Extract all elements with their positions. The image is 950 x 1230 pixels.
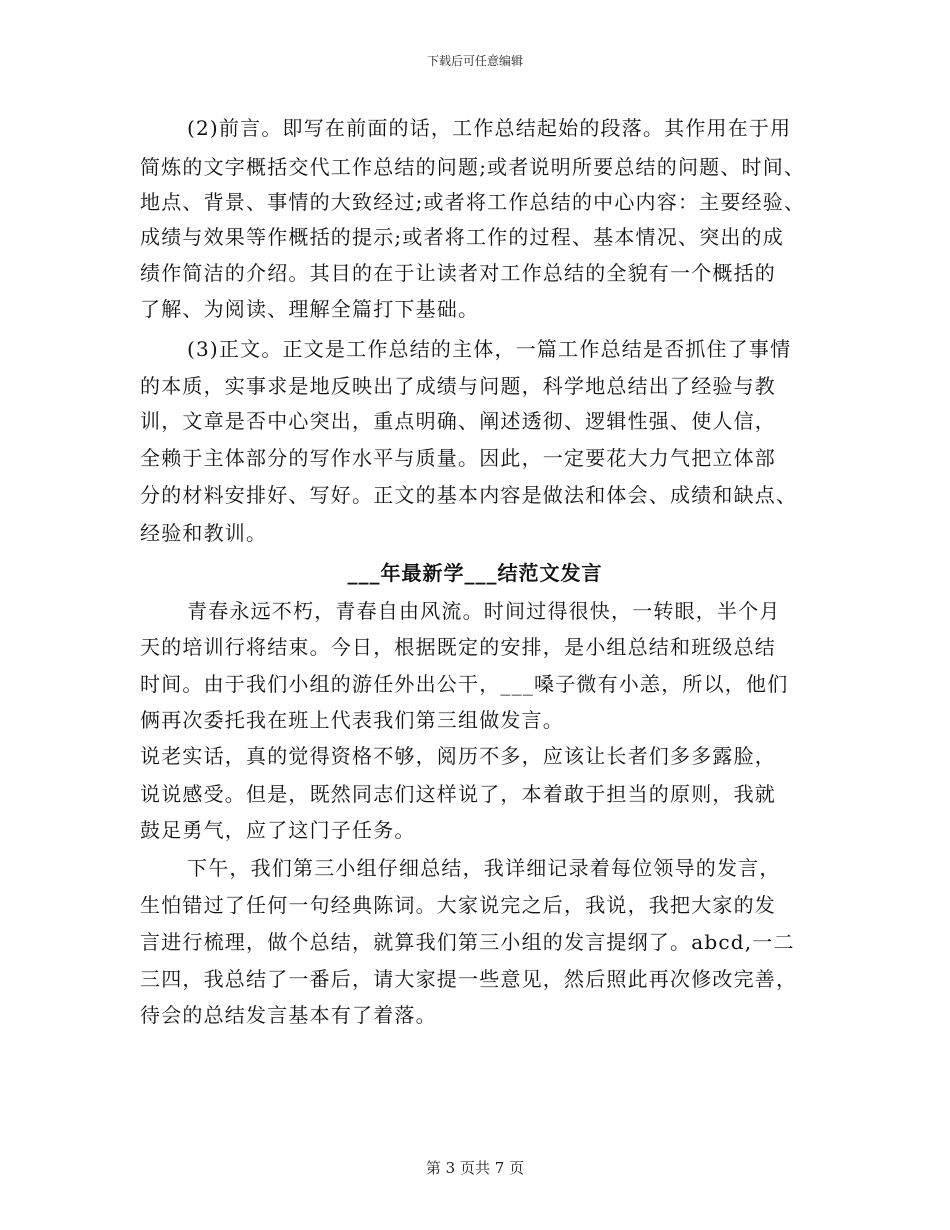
text-line: 青春永远不朽，青春自由风流。时间过得很快，一转眼，半个月 (187, 599, 781, 623)
text-line: 的本质，实事求是地反映出了成绩与问题，科学地总结出了经验与教 (140, 374, 776, 398)
text-line: 地点、背景、事情的大致经过;或者将工作总结的中心内容：主要经验、 (140, 190, 806, 214)
text-line: 说老实话，真的觉得资格不够，阅历不多，应该让长者们多多露脸， (140, 744, 776, 768)
text-line: 分的材料安排好、写好。正文的基本内容是做法和体会、成绩和缺点、 (140, 483, 798, 507)
text-line: 全赖于主体部分的写作水平与质量。因此，一定要花大力气把立体部 (140, 446, 776, 470)
page-header: 下载后可任意编辑 (426, 54, 523, 68)
text-line: 经验和教训。 (140, 521, 268, 545)
text-line: 鼓足勇气，应了这门子任务。 (140, 818, 416, 842)
text-line: 下午，我们第三小组仔细总结，我详细记录着每位领导的发言， (187, 856, 781, 880)
text-line: (3)正文。正文是工作总结的主体，一篇工作总结是否抓住了事情 (187, 337, 792, 361)
text-line: 成绩与效果等作概括的提示;或者将工作的过程、基本情况、突出的成 (140, 225, 784, 249)
text-line: 了解、为阅读、理解全篇打下基础。 (140, 297, 480, 321)
text-line: 待会的总结发言基本有了着落。 (140, 1003, 437, 1027)
text-line: 说说感受。但是，既然同志们这样说了，本着敢于担当的原则，我就 (140, 782, 776, 806)
text-line: 三四，我总结了一番后，请大家提一些意见，然后照此再次修改完善， (140, 967, 798, 991)
text-line: 训，文章是否中心突出，重点明确、阐述透彻、逻辑性强、使人信， (140, 409, 776, 433)
text-line: 言进行梳理，做个总结，就算我们第三小组的发言提纲了。abcd,一二 (140, 930, 795, 954)
text-line: 时间。由于我们小组的游任外出公干，___嗓子微有小恙，所以，他们 (140, 672, 789, 696)
text-line: (2)前言。即写在前面的话，工作总结起始的段落。其作用在于用 (187, 116, 792, 140)
text-line: 天的培训行将结束。今日，根据既定的安排，是小组总结和班级总结 (140, 635, 776, 659)
article-title: ___年最新学___结范文发言 (347, 561, 603, 585)
text-line: 俩再次委托我在班上代表我们第三组做发言。 (140, 708, 564, 732)
page-footer: 第 3 页共 7 页 (425, 1159, 525, 1177)
text-line: 生怕错过了任何一句经典陈词。大家说完之后，我说，我把大家的发 (140, 893, 776, 917)
text-line: 绩作简洁的介绍。其目的在于让读者对工作总结的全貌有一个概括的 (140, 261, 776, 285)
text-line: 简炼的文字概括交代工作总结的问题;或者说明所要总结的问题、时间、 (140, 155, 806, 179)
